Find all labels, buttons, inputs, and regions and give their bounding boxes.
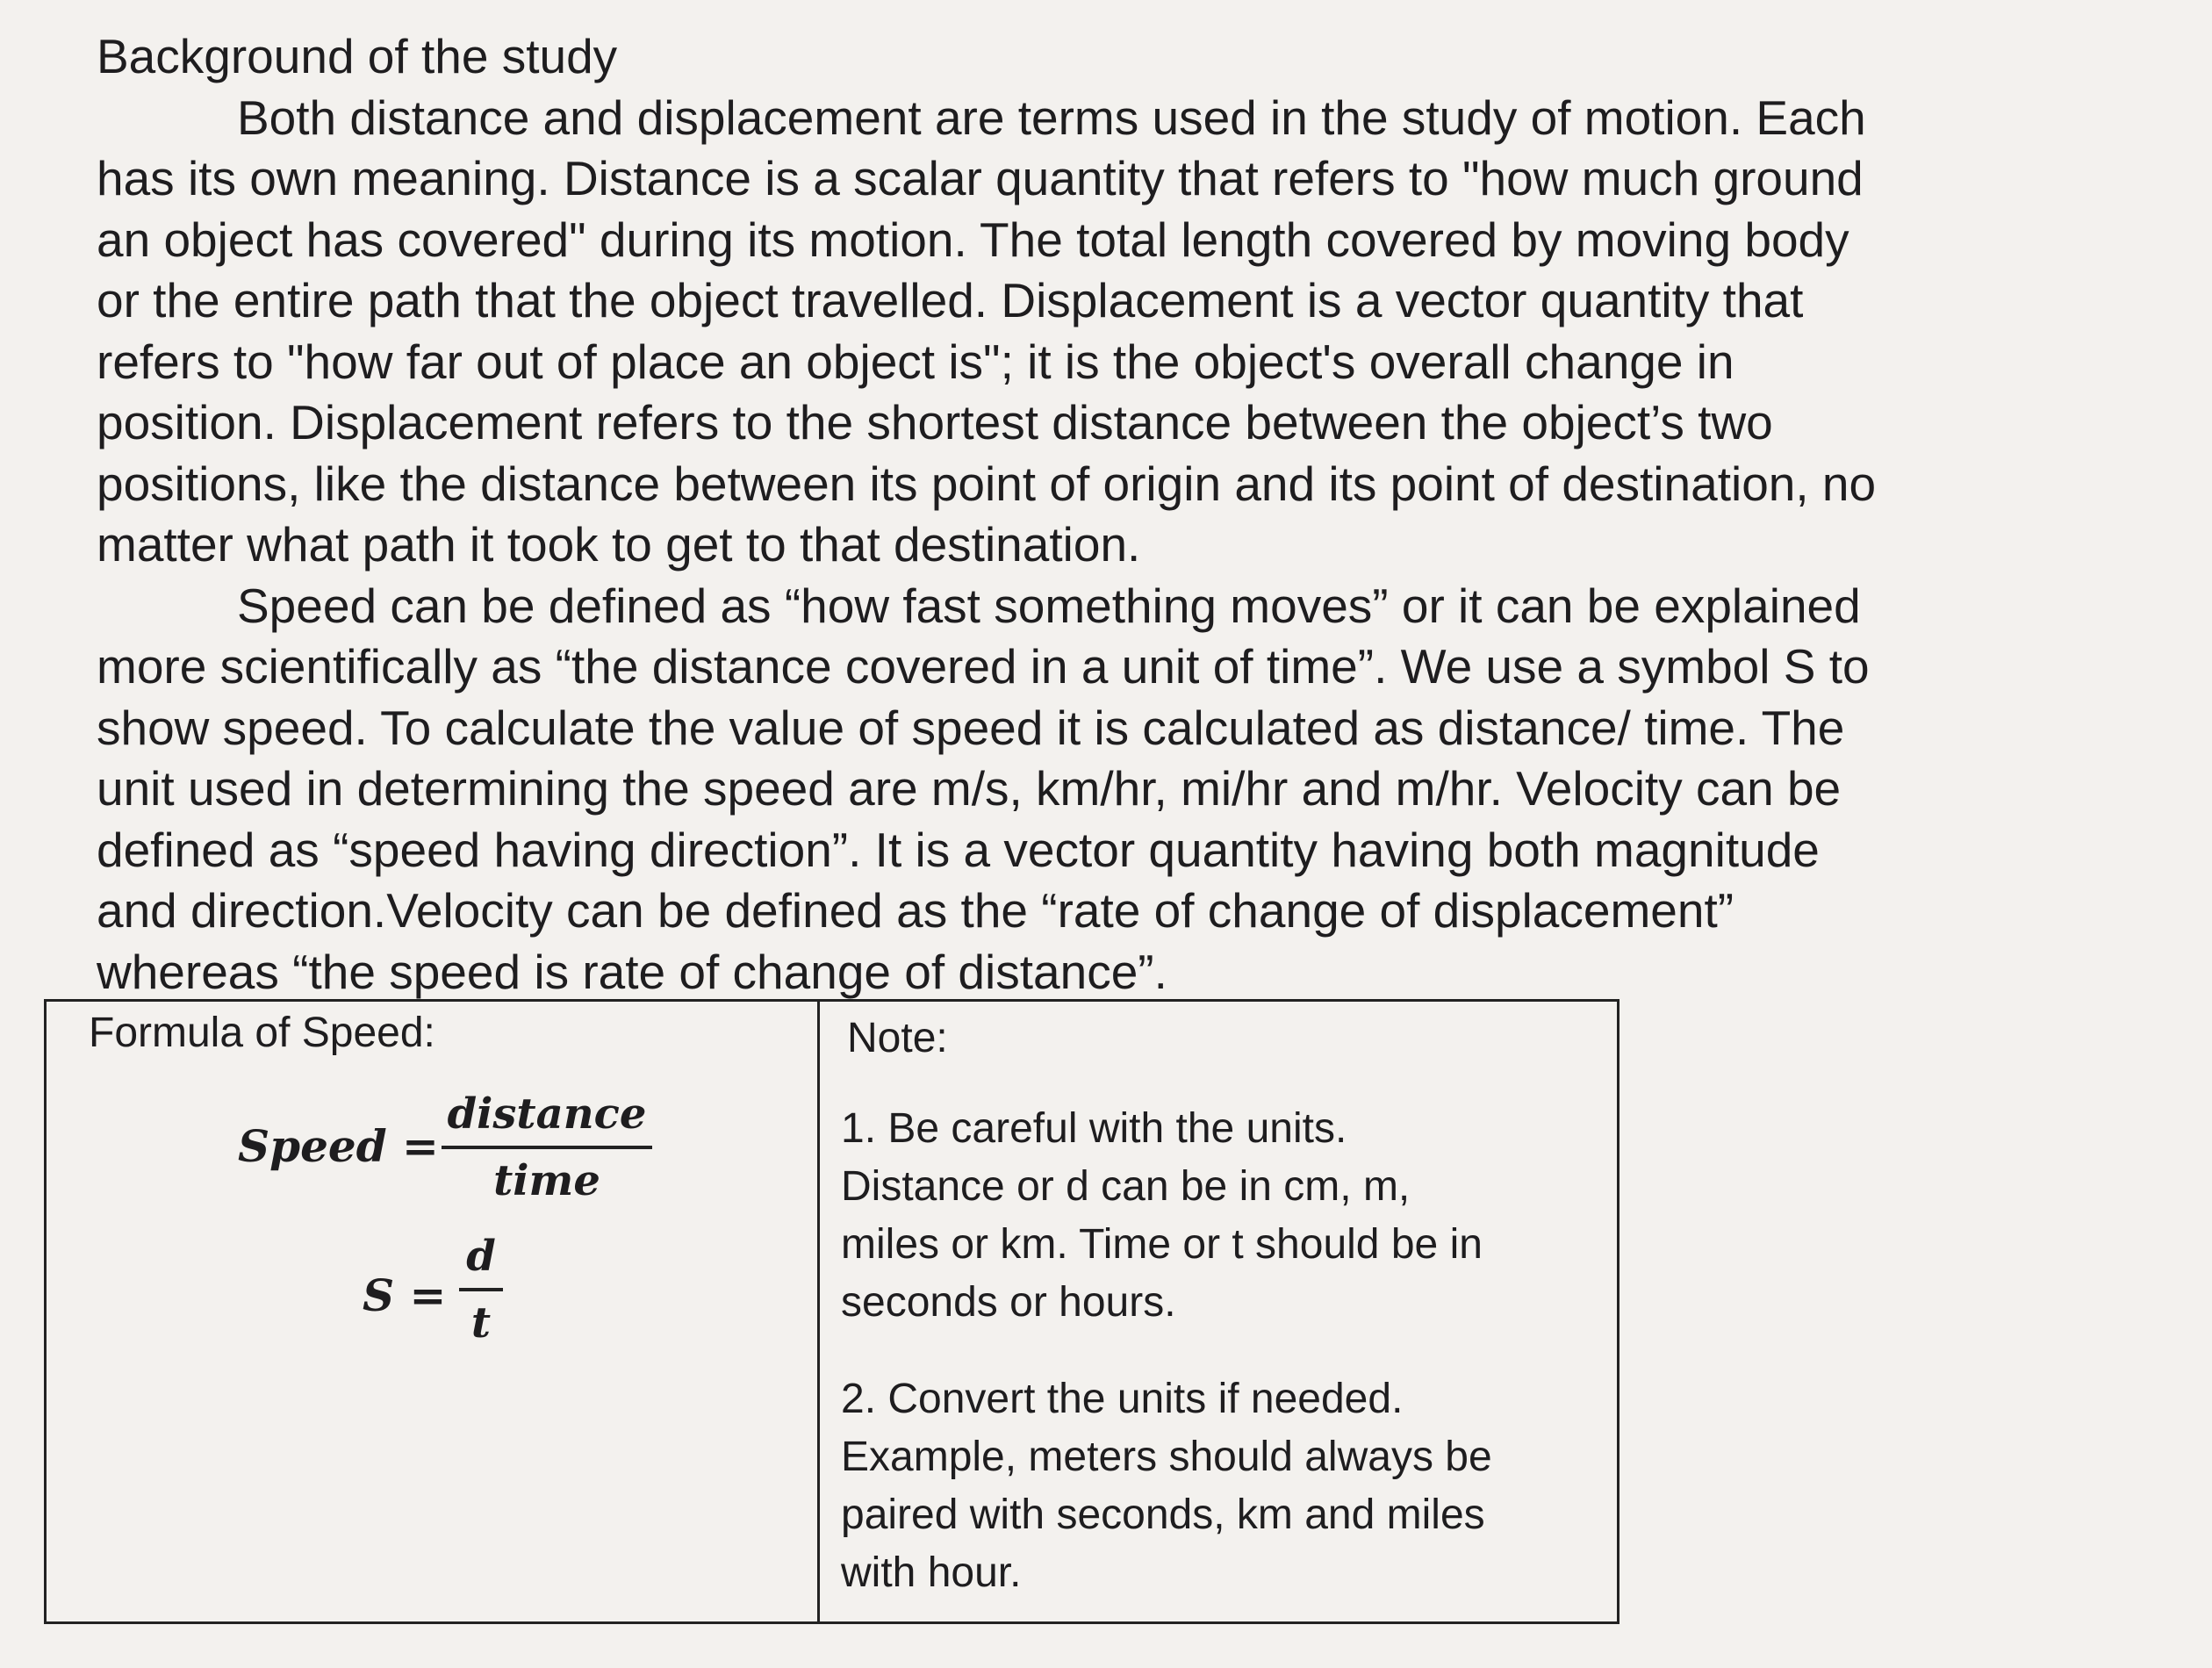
note-line: with hour. [841, 1549, 1022, 1596]
note-line: 2. Convert the units if needed. [841, 1376, 1404, 1422]
column-divider [817, 1002, 820, 1621]
note-line: miles or km. Time or t should be in [841, 1221, 1483, 1268]
note-1 [841, 1100, 1483, 1332]
formula2-denominator: t [470, 1298, 492, 1348]
text-line: Speed can be defined as “how fast something moves” or it can be explained [237, 578, 1861, 633]
text-line: and direction.Velocity can be defined as the “rate of change of displacement” [97, 883, 1734, 938]
note-2 [841, 1370, 1492, 1602]
note-header: Note: [847, 1015, 948, 1061]
text-line: Both distance and displacement are terms used in the study of motion. Each [237, 90, 1866, 145]
formula2-numerator: d [466, 1232, 496, 1281]
formula1-denominator: time [493, 1156, 600, 1205]
formula2-fraction [459, 1232, 503, 1348]
text-line: positions, like the distance between its point of origin and its point of destination, no [97, 456, 1877, 511]
text-line: whereas “the speed is rate of change of distance”. [97, 944, 1167, 999]
formula1-fraction [442, 1089, 652, 1205]
text-line: unit used in determining the speed are m/s, km/hr, mi/hr and m/hr. Velocity can be [97, 761, 1842, 816]
note-line: seconds or hours. [841, 1279, 1176, 1326]
note-line: 1. Be careful with the units. [841, 1105, 1347, 1152]
fraction-bar [442, 1146, 652, 1149]
formula1-lhs: Speed = [238, 1120, 439, 1172]
note-line: Example, meters should always be [841, 1434, 1492, 1480]
note-line: Distance or d can be in cm, m, [841, 1163, 1411, 1210]
text-line: show speed. To calculate the value of speed it is calculated as distance/ time. The [97, 700, 1845, 755]
text-line: more scientifically as “the distance covered in a unit of time”. We use a symbol S to [97, 639, 1870, 694]
formula-header: Formula of Speed: [89, 1010, 435, 1056]
fraction-bar [459, 1288, 503, 1291]
text-line: defined as “speed having direction”. It is a vector quantity having both magnitude [97, 822, 1820, 877]
text-line: matter what path it took to get to that destination. [97, 517, 1141, 572]
text-line: an object has covered" during its motion. The total length covered by moving body [97, 212, 1849, 267]
formula-table [44, 999, 1620, 1624]
section-heading: Background of the study [97, 29, 618, 83]
text-line: has its own meaning. Distance is a scalar quantity that refers to "how much ground [97, 151, 1864, 205]
background-section [97, 26, 2186, 1003]
formula1-numerator: distance [447, 1089, 647, 1139]
text-line: or the entire path that the object travelled. Displacement is a vector quantity that [97, 273, 1804, 327]
formula2-lhs: S = [363, 1269, 447, 1321]
text-line: refers to "how far out of place an object is"; it is the object's overall change in [97, 334, 1734, 389]
text-line: position. Displacement refers to the shortest distance between the object’s two [97, 395, 1773, 449]
note-line: paired with seconds, km and miles [841, 1492, 1485, 1538]
